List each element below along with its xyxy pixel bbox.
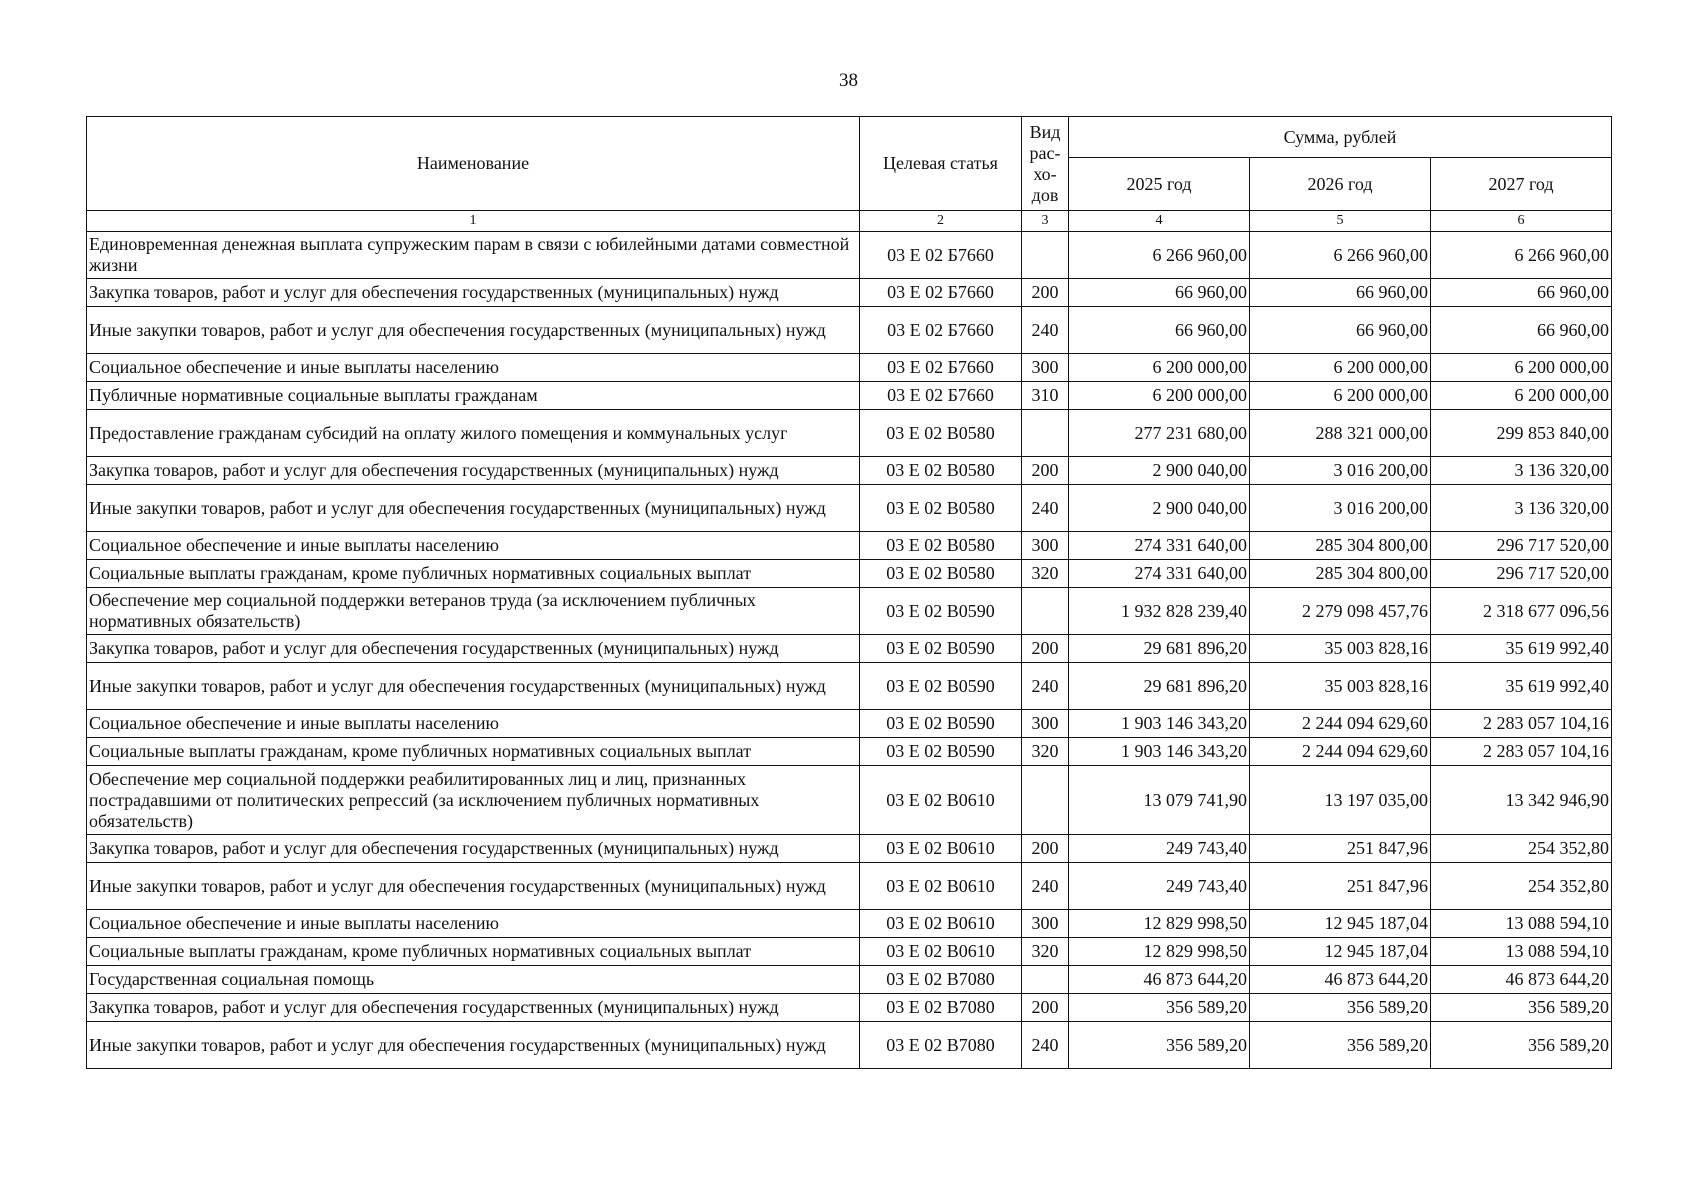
row-name: Иные закупки товаров, работ и услуг для обеспечения государственных (муниципальных) нужд	[87, 1022, 860, 1069]
row-sum-2025: 1 903 146 343,20	[1069, 738, 1250, 766]
row-code: 03 Е 02 В0580	[860, 485, 1022, 532]
row-name: Социальные выплаты гражданам, кроме публичных нормативных социальных выплат	[87, 938, 860, 966]
row-kind	[1022, 410, 1069, 457]
row-code: 03 Е 02 В0590	[860, 710, 1022, 738]
row-sum-2027: 2 283 057 104,16	[1431, 710, 1612, 738]
row-code: 03 Е 02 В0610	[860, 835, 1022, 863]
table-row	[87, 279, 1612, 307]
row-kind: 200	[1022, 279, 1069, 307]
row-sum-2027: 66 960,00	[1431, 307, 1612, 354]
row-sum-2026: 6 266 960,00	[1250, 232, 1431, 279]
row-sum-2027: 299 853 840,00	[1431, 410, 1612, 457]
row-sum-2025: 29 681 896,20	[1069, 663, 1250, 710]
row-sum-2025: 66 960,00	[1069, 307, 1250, 354]
row-name: Обеспечение мер социальной поддержки ветеранов труда (за исключением публичных нормативных обязательств)	[87, 588, 860, 635]
row-code: 03 Е 02 В7080	[860, 1022, 1022, 1069]
header-kind-line: хо-	[1033, 163, 1057, 184]
row-sum-2027: 3 136 320,00	[1431, 457, 1612, 485]
row-code: 03 Е 02 В0580	[860, 532, 1022, 560]
table-row	[87, 910, 1612, 938]
row-sum-2025: 12 829 998,50	[1069, 938, 1250, 966]
row-sum-2026: 2 244 094 629,60	[1250, 738, 1431, 766]
header-year-2027: 2027 год	[1431, 158, 1612, 211]
table-row	[87, 232, 1612, 279]
table-row	[87, 382, 1612, 410]
table-row	[87, 354, 1612, 382]
row-sum-2027: 35 619 992,40	[1431, 663, 1612, 710]
row-name: Социальное обеспечение и иные выплаты населению	[87, 532, 860, 560]
table-row	[87, 532, 1612, 560]
row-name: Обеспечение мер социальной поддержки реабилитированных лиц и лиц, признанных пострадавшими от политических репрессий (за исключением публичных нормативных обязательств)	[87, 766, 860, 835]
row-name: Единовременная денежная выплата супружеским парам в связи с юбилейными датами совместной жизни	[87, 232, 860, 279]
row-code: 03 Е 02 В0610	[860, 910, 1022, 938]
row-sum-2027: 6 200 000,00	[1431, 382, 1612, 410]
row-sum-2026: 251 847,96	[1250, 835, 1431, 863]
row-sum-2027: 35 619 992,40	[1431, 635, 1612, 663]
row-kind	[1022, 588, 1069, 635]
row-sum-2025: 6 200 000,00	[1069, 382, 1250, 410]
budget-table	[86, 116, 1612, 1069]
header-kind-line: Вид	[1029, 121, 1061, 142]
row-sum-2025: 6 266 960,00	[1069, 232, 1250, 279]
row-kind: 310	[1022, 382, 1069, 410]
row-code: 03 Е 02 В0610	[860, 863, 1022, 910]
row-sum-2025: 6 200 000,00	[1069, 354, 1250, 382]
table-row	[87, 863, 1612, 910]
table-row	[87, 485, 1612, 532]
row-code: 03 Е 02 Б7660	[860, 232, 1022, 279]
row-kind: 300	[1022, 910, 1069, 938]
row-sum-2025: 356 589,20	[1069, 994, 1250, 1022]
table-row	[87, 938, 1612, 966]
row-kind: 200	[1022, 835, 1069, 863]
row-kind: 320	[1022, 738, 1069, 766]
row-sum-2026: 356 589,20	[1250, 1022, 1431, 1069]
table-row	[87, 835, 1612, 863]
header-kind	[1022, 117, 1069, 211]
row-sum-2027: 296 717 520,00	[1431, 560, 1612, 588]
row-sum-2026: 2 279 098 457,76	[1250, 588, 1431, 635]
row-sum-2026: 3 016 200,00	[1250, 457, 1431, 485]
row-name: Иные закупки товаров, работ и услуг для обеспечения государственных (муниципальных) нужд	[87, 863, 860, 910]
row-code: 03 Е 02 Б7660	[860, 382, 1022, 410]
table-row	[87, 560, 1612, 588]
row-sum-2026: 285 304 800,00	[1250, 560, 1431, 588]
header-year-2026: 2026 год	[1250, 158, 1431, 211]
row-sum-2025: 274 331 640,00	[1069, 560, 1250, 588]
table-row	[87, 635, 1612, 663]
row-kind: 320	[1022, 560, 1069, 588]
row-sum-2025: 2 900 040,00	[1069, 457, 1250, 485]
row-name: Предоставление гражданам субсидий на оплату жилого помещения и коммунальных услуг	[87, 410, 860, 457]
row-sum-2025: 12 829 998,50	[1069, 910, 1250, 938]
table-row	[87, 307, 1612, 354]
header-code: Целевая статья	[860, 117, 1022, 211]
table-row	[87, 738, 1612, 766]
header-year-2025: 2025 год	[1069, 158, 1250, 211]
row-sum-2027: 13 088 594,10	[1431, 910, 1612, 938]
row-kind	[1022, 232, 1069, 279]
row-sum-2025: 46 873 644,20	[1069, 966, 1250, 994]
table-row	[87, 766, 1612, 835]
row-sum-2026: 6 200 000,00	[1250, 354, 1431, 382]
row-code: 03 Е 02 В0580	[860, 560, 1022, 588]
row-sum-2025: 1 903 146 343,20	[1069, 710, 1250, 738]
row-kind: 240	[1022, 663, 1069, 710]
row-code: 03 Е 02 В0590	[860, 738, 1022, 766]
row-sum-2025: 66 960,00	[1069, 279, 1250, 307]
row-kind: 300	[1022, 354, 1069, 382]
header-kind-line: дов	[1031, 184, 1059, 205]
row-sum-2027: 356 589,20	[1431, 994, 1612, 1022]
row-code: 03 Е 02 В7080	[860, 966, 1022, 994]
row-code: 03 Е 02 Б7660	[860, 307, 1022, 354]
page-number: 38	[839, 70, 858, 91]
row-name: Закупка товаров, работ и услуг для обеспечения государственных (муниципальных) нужд	[87, 835, 860, 863]
row-sum-2026: 66 960,00	[1250, 307, 1431, 354]
row-sum-2027: 254 352,80	[1431, 835, 1612, 863]
row-sum-2026: 46 873 644,20	[1250, 966, 1431, 994]
row-sum-2026: 285 304 800,00	[1250, 532, 1431, 560]
row-code: 03 Е 02 В0590	[860, 588, 1022, 635]
row-name: Социальные выплаты гражданам, кроме публичных нормативных социальных выплат	[87, 560, 860, 588]
row-sum-2027: 254 352,80	[1431, 863, 1612, 910]
table-row	[87, 457, 1612, 485]
row-name: Закупка товаров, работ и услуг для обеспечения государственных (муниципальных) нужд	[87, 635, 860, 663]
row-sum-2027: 13 088 594,10	[1431, 938, 1612, 966]
row-sum-2025: 13 079 741,90	[1069, 766, 1250, 835]
row-kind	[1022, 966, 1069, 994]
row-code: 03 Е 02 В0580	[860, 457, 1022, 485]
row-sum-2026: 356 589,20	[1250, 994, 1431, 1022]
row-sum-2026: 12 945 187,04	[1250, 910, 1431, 938]
header-kind-line: рас-	[1029, 142, 1061, 163]
row-code: 03 Е 02 В0590	[860, 663, 1022, 710]
column-number: 5	[1250, 211, 1431, 232]
table-row	[87, 410, 1612, 457]
column-number: 4	[1069, 211, 1250, 232]
row-sum-2027: 296 717 520,00	[1431, 532, 1612, 560]
row-kind: 240	[1022, 863, 1069, 910]
row-sum-2027: 46 873 644,20	[1431, 966, 1612, 994]
row-sum-2027: 2 283 057 104,16	[1431, 738, 1612, 766]
table-row	[87, 1022, 1612, 1069]
row-kind: 240	[1022, 485, 1069, 532]
table-row	[87, 663, 1612, 710]
row-sum-2025: 274 331 640,00	[1069, 532, 1250, 560]
row-sum-2025: 249 743,40	[1069, 835, 1250, 863]
column-number: 2	[860, 211, 1022, 232]
row-code: 03 Е 02 В0610	[860, 766, 1022, 835]
row-sum-2026: 3 016 200,00	[1250, 485, 1431, 532]
table-row	[87, 966, 1612, 994]
table-header	[87, 117, 1612, 232]
row-sum-2026: 35 003 828,16	[1250, 635, 1431, 663]
row-name: Закупка товаров, работ и услуг для обеспечения государственных (муниципальных) нужд	[87, 994, 860, 1022]
row-kind: 200	[1022, 994, 1069, 1022]
header-name: Наименование	[87, 117, 860, 211]
row-code: 03 Е 02 В7080	[860, 994, 1022, 1022]
row-sum-2025: 1 932 828 239,40	[1069, 588, 1250, 635]
header-sum: Сумма, рублей	[1069, 117, 1612, 158]
row-code: 03 Е 02 В0610	[860, 938, 1022, 966]
row-sum-2026: 251 847,96	[1250, 863, 1431, 910]
row-sum-2027: 356 589,20	[1431, 1022, 1612, 1069]
column-number: 6	[1431, 211, 1612, 232]
row-sum-2026: 13 197 035,00	[1250, 766, 1431, 835]
column-number: 3	[1022, 211, 1069, 232]
table-body	[87, 232, 1612, 1069]
row-sum-2027: 6 200 000,00	[1431, 354, 1612, 382]
row-kind: 200	[1022, 635, 1069, 663]
row-kind: 200	[1022, 457, 1069, 485]
row-name: Иные закупки товаров, работ и услуг для обеспечения государственных (муниципальных) нужд	[87, 663, 860, 710]
row-kind: 320	[1022, 938, 1069, 966]
row-sum-2027: 66 960,00	[1431, 279, 1612, 307]
row-name: Социальное обеспечение и иные выплаты населению	[87, 710, 860, 738]
row-kind: 300	[1022, 710, 1069, 738]
row-sum-2027: 2 318 677 096,56	[1431, 588, 1612, 635]
row-sum-2025: 356 589,20	[1069, 1022, 1250, 1069]
row-sum-2027: 6 266 960,00	[1431, 232, 1612, 279]
row-sum-2025: 249 743,40	[1069, 863, 1250, 910]
table-row	[87, 588, 1612, 635]
row-name: Закупка товаров, работ и услуг для обеспечения государственных (муниципальных) нужд	[87, 457, 860, 485]
row-name: Социальные выплаты гражданам, кроме публичных нормативных социальных выплат	[87, 738, 860, 766]
row-kind: 240	[1022, 307, 1069, 354]
row-name: Иные закупки товаров, работ и услуг для обеспечения государственных (муниципальных) нужд	[87, 485, 860, 532]
column-number: 1	[87, 211, 860, 232]
row-name: Иные закупки товаров, работ и услуг для обеспечения государственных (муниципальных) нужд	[87, 307, 860, 354]
row-name: Закупка товаров, работ и услуг для обеспечения государственных (муниципальных) нужд	[87, 279, 860, 307]
row-sum-2026: 35 003 828,16	[1250, 663, 1431, 710]
row-sum-2026: 2 244 094 629,60	[1250, 710, 1431, 738]
row-sum-2025: 2 900 040,00	[1069, 485, 1250, 532]
row-sum-2025: 277 231 680,00	[1069, 410, 1250, 457]
row-code: 03 Е 02 Б7660	[860, 354, 1022, 382]
row-kind: 300	[1022, 532, 1069, 560]
table-row	[87, 710, 1612, 738]
row-name: Государственная социальная помощь	[87, 966, 860, 994]
row-code: 03 Е 02 В0580	[860, 410, 1022, 457]
row-sum-2026: 288 321 000,00	[1250, 410, 1431, 457]
column-number-row	[87, 211, 1612, 232]
row-kind: 240	[1022, 1022, 1069, 1069]
row-kind	[1022, 766, 1069, 835]
row-sum-2026: 12 945 187,04	[1250, 938, 1431, 966]
row-sum-2025: 29 681 896,20	[1069, 635, 1250, 663]
row-sum-2026: 66 960,00	[1250, 279, 1431, 307]
table-row	[87, 994, 1612, 1022]
row-name: Социальное обеспечение и иные выплаты населению	[87, 910, 860, 938]
row-sum-2026: 6 200 000,00	[1250, 382, 1431, 410]
row-sum-2027: 3 136 320,00	[1431, 485, 1612, 532]
row-name: Публичные нормативные социальные выплаты гражданам	[87, 382, 860, 410]
row-code: 03 Е 02 В0590	[860, 635, 1022, 663]
row-sum-2027: 13 342 946,90	[1431, 766, 1612, 835]
row-code: 03 Е 02 Б7660	[860, 279, 1022, 307]
row-name: Социальное обеспечение и иные выплаты населению	[87, 354, 860, 382]
